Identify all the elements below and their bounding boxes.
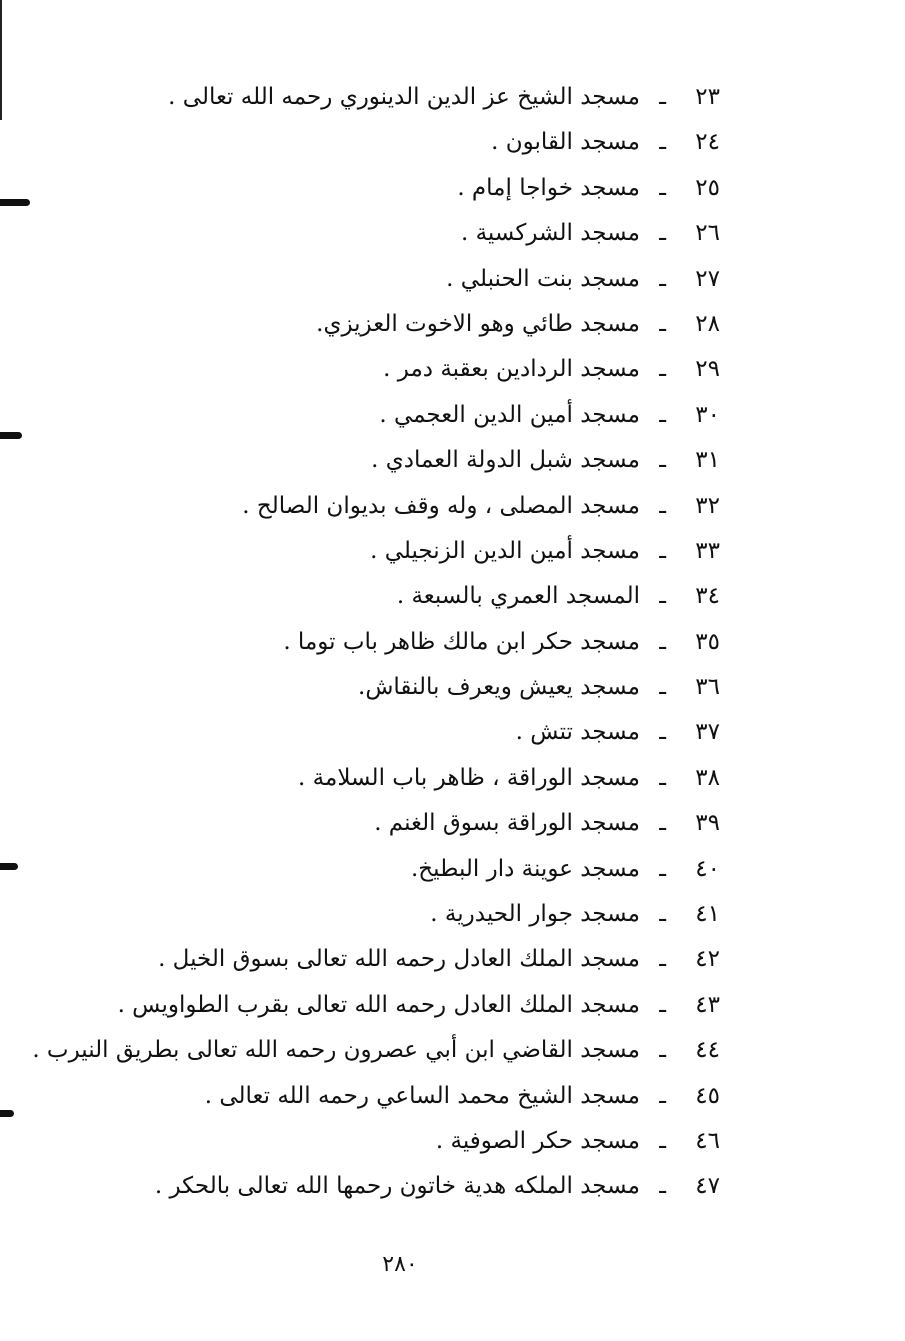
list-item (80, 937, 720, 982)
item-number: ٤٧ (695, 1173, 720, 1200)
item-dash: ـ (659, 220, 666, 247)
item-number: ٤٥ (695, 1082, 720, 1109)
item-text: مسجد القابون . (491, 129, 640, 156)
item-number: ٣٨ (695, 764, 720, 791)
item-text: مسجد الملكه هدية خاتون رحمها الله تعالى بالحكر . (154, 1173, 640, 1200)
list-item (80, 710, 720, 755)
item-dash: ـ (659, 310, 666, 337)
margin-mark (0, 432, 22, 439)
list-item (80, 166, 720, 211)
list-item (80, 1074, 720, 1119)
page-number: ٢٨٠ (382, 1252, 418, 1277)
item-dash: ـ (659, 84, 666, 110)
item-text: مسجد خواجا إمام . (457, 174, 640, 201)
margin-mark (0, 199, 30, 206)
item-number: ٣٠ (695, 401, 720, 428)
item-number: ٣٥ (695, 628, 720, 655)
list-item (80, 438, 720, 483)
list-item (32, 1028, 720, 1073)
item-dash: ـ (659, 1173, 666, 1200)
item-text: مسجد شبل الدولة العمادي . (371, 447, 640, 474)
item-number: ٤٤ (695, 1037, 720, 1064)
item-dash: ـ (659, 719, 666, 746)
item-number: ٣٩ (695, 810, 720, 837)
item-number: ٢٩ (695, 356, 720, 383)
item-number: ٣٢ (695, 492, 720, 519)
item-dash: ـ (659, 1127, 666, 1154)
list-item (80, 665, 720, 710)
list-item (80, 529, 720, 574)
item-number: ٢٦ (695, 220, 720, 247)
item-text: مسجد حكر ابن مالك ظاهر باب توما . (283, 628, 640, 655)
item-text: مسجد الشيخ محمد الساعي رحمه الله تعالى . (204, 1082, 640, 1109)
item-text: مسجد القاضي ابن أبي عصرون رحمه الله تعالى بطريق النيرب . (32, 1037, 640, 1064)
item-text: مسجد بنت الحنبلي . (446, 265, 640, 292)
item-dash: ـ (659, 537, 666, 564)
item-text: مسجد المصلى ، وله وقف بديوان الصالح . (242, 492, 640, 519)
list-item (80, 120, 720, 165)
item-dash: ـ (659, 447, 666, 474)
list-item (80, 1164, 720, 1209)
item-dash: ـ (659, 356, 666, 383)
margin-mark (0, 1110, 14, 1117)
list-item (80, 211, 720, 256)
item-text: مسجد يعيش ويعرف بالنقاش. (358, 674, 640, 701)
list-item (80, 347, 720, 392)
list-item (80, 801, 720, 846)
item-number: ٣٧ (695, 719, 720, 746)
item-dash: ـ (659, 583, 666, 610)
item-number: ٤٦ (695, 1127, 720, 1154)
item-number: ٢٧ (695, 265, 720, 292)
item-text: مسجد أمين الدين الزنجيلي . (370, 537, 640, 564)
item-dash: ـ (659, 674, 666, 701)
item-number: ٢٥ (695, 174, 720, 201)
item-text: مسجد الوراقة ، ظاهر باب السلامة . (298, 764, 640, 791)
list-item (80, 484, 720, 529)
item-text: مسجد الوراقة بسوق الغنم . (374, 810, 640, 837)
list-item (80, 983, 720, 1028)
list-item (80, 756, 720, 801)
list-item (80, 302, 720, 347)
item-text: مسجد طائي وهو الاخوت العزيزي. (316, 310, 640, 337)
item-text: مسجد الشركسية . (460, 220, 640, 247)
list-item (80, 257, 720, 302)
item-dash: ـ (659, 174, 666, 201)
list-item (80, 393, 720, 438)
item-dash: ـ (659, 810, 666, 837)
item-number: ٤٠ (695, 855, 720, 882)
item-number: ٤٢ (695, 946, 720, 973)
item-text: مسجد جوار الحيدرية . (430, 901, 640, 928)
margin-mark (0, 863, 18, 870)
list-item (80, 1119, 720, 1164)
list-item (80, 574, 720, 619)
item-text: مسجد تتش . (515, 719, 640, 746)
item-text: مسجد أمين الدين العجمي . (379, 401, 640, 428)
item-text: مسجد الشيخ عز الدين الدينوري رحمه الله تعالى . (168, 84, 640, 110)
item-dash: ـ (659, 901, 666, 928)
item-text: المسجد العمري بالسبعة . (396, 583, 640, 610)
item-number: ٣٣ (695, 537, 720, 564)
item-number: ٢٨ (695, 310, 720, 337)
item-dash: ـ (659, 764, 666, 791)
list-item (80, 892, 720, 937)
item-dash: ـ (659, 401, 666, 428)
item-text: مسجد عوينة دار البطيخ. (410, 855, 640, 882)
list-item (80, 847, 720, 892)
item-number: ٤١ (695, 901, 720, 928)
item-dash: ـ (659, 991, 666, 1018)
item-dash: ـ (659, 129, 666, 156)
item-dash: ـ (659, 492, 666, 519)
mosque-list (32, 75, 720, 1210)
item-dash: ـ (659, 855, 666, 882)
item-dash: ـ (659, 1037, 666, 1064)
item-text: مسجد الملك العادل رحمه الله تعالى بقرب الطواويس . (117, 991, 640, 1018)
item-dash: ـ (659, 265, 666, 292)
list-item (80, 620, 720, 665)
list-item (80, 75, 720, 120)
item-dash: ـ (659, 1082, 666, 1109)
item-number: ٢٤ (695, 129, 720, 156)
item-number: ٣٤ (695, 583, 720, 610)
item-dash: ـ (659, 946, 666, 973)
item-number: ٣٦ (695, 674, 720, 701)
item-number: ٢٣ (695, 84, 720, 110)
margin-rule (0, 0, 2, 120)
item-number: ٤٣ (695, 991, 720, 1018)
item-dash: ـ (659, 628, 666, 655)
item-text: مسجد الردادين بعقبة دمر . (383, 356, 640, 383)
item-text: مسجد الملك العادل رحمه الله تعالى بسوق الخيل . (158, 946, 640, 973)
item-number: ٣١ (695, 447, 720, 474)
item-text: مسجد حكر الصوفية . (435, 1127, 640, 1154)
